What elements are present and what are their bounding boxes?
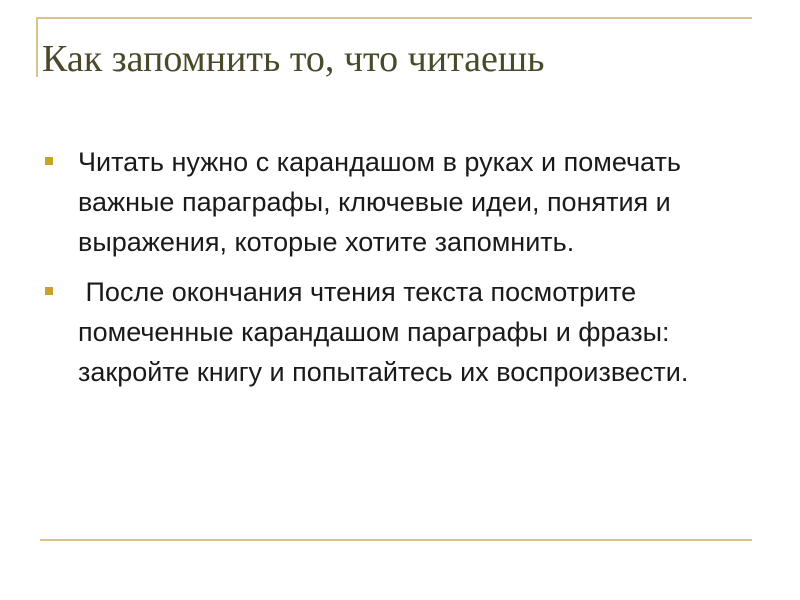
square-bullet-icon: [45, 157, 53, 165]
bullet-item: [42, 142, 722, 262]
bullet-text: Читать нужно с карандашом в руках и помечать важные параграфы, ключевые идеи, понятия и выражения, которые хотите запомнить.: [78, 147, 689, 257]
bottom-divider: [40, 539, 752, 541]
square-bullet-icon: [45, 287, 53, 295]
bullet-item: [42, 272, 722, 392]
bullet-text: После окончания чтения текста посмотрите помеченные карандашом параграфы и фразы: закройте книгу и попытайтесь их воспроизвести.: [78, 277, 689, 387]
slide-title: Как запомнить то, что читаешь: [42, 38, 545, 80]
top-divider: [36, 17, 752, 19]
left-divider: [36, 17, 38, 77]
bullet-list: [42, 142, 722, 402]
